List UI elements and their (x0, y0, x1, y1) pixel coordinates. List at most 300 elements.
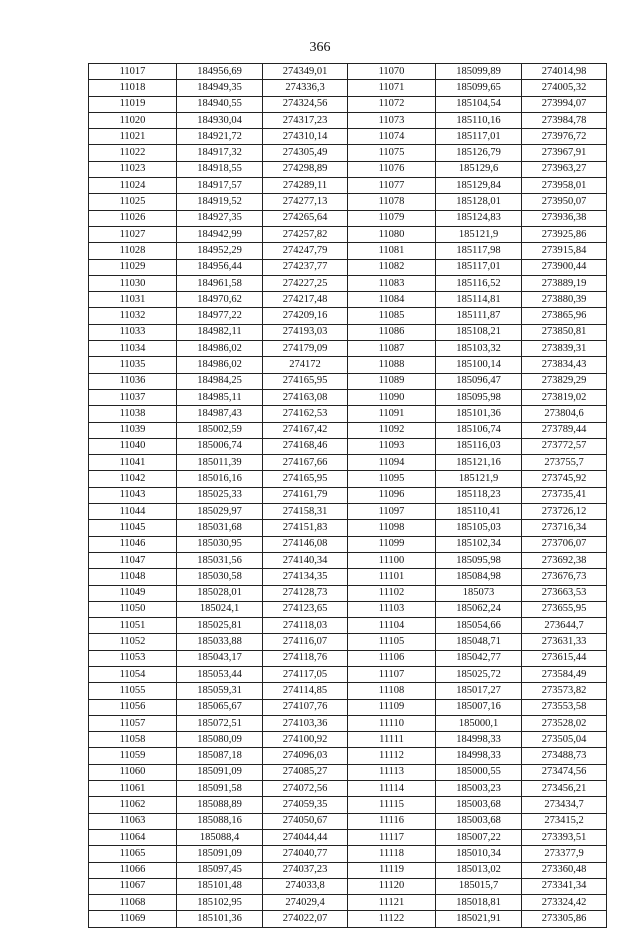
y-coord-left-cell: 274227,25 (263, 275, 348, 291)
table-row (89, 666, 607, 682)
y-coord-left-cell: 274059,35 (263, 797, 348, 813)
x-coord-right-cell: 185007,22 (436, 829, 522, 845)
y-coord-right-cell: 273819,02 (522, 389, 607, 405)
table-row (89, 536, 607, 552)
point-id-left-cell: 11068 (89, 895, 177, 911)
x-coord-left-cell: 185031,56 (177, 552, 263, 568)
table-row (89, 145, 607, 161)
point-id-left-cell: 11039 (89, 422, 177, 438)
point-id-right-cell: 11112 (348, 748, 436, 764)
table-row (89, 341, 607, 357)
table-row (89, 422, 607, 438)
page-number: 366 (309, 40, 331, 55)
y-coord-right-cell: 273950,07 (522, 194, 607, 210)
y-coord-right-cell: 273804,6 (522, 406, 607, 422)
point-id-right-cell: 11118 (348, 846, 436, 862)
point-id-right-cell: 11076 (348, 161, 436, 177)
point-id-right-cell: 11091 (348, 406, 436, 422)
y-coord-right-cell: 273850,81 (522, 324, 607, 340)
coordinates-table (88, 63, 607, 928)
x-coord-right-cell: 185095,98 (436, 389, 522, 405)
x-coord-left-cell: 184961,58 (177, 275, 263, 291)
x-coord-right-cell: 185117,98 (436, 243, 522, 259)
table-row (89, 324, 607, 340)
point-id-left-cell: 11045 (89, 520, 177, 536)
x-coord-right-cell: 185121,9 (436, 471, 522, 487)
point-id-left-cell: 11049 (89, 585, 177, 601)
x-coord-right-cell: 185015,7 (436, 878, 522, 894)
table-row (89, 194, 607, 210)
x-coord-right-cell: 185099,89 (436, 64, 522, 80)
x-coord-right-cell: 185116,03 (436, 438, 522, 454)
point-id-right-cell: 11074 (348, 129, 436, 145)
y-coord-right-cell: 273880,39 (522, 292, 607, 308)
x-coord-left-cell: 185043,17 (177, 650, 263, 666)
table-row (89, 226, 607, 242)
table-row (89, 813, 607, 829)
x-coord-right-cell: 185117,01 (436, 129, 522, 145)
x-coord-left-cell: 184956,44 (177, 259, 263, 275)
y-coord-right-cell: 273644,7 (522, 618, 607, 634)
point-id-right-cell: 11100 (348, 552, 436, 568)
table-row (89, 389, 607, 405)
y-coord-left-cell: 274265,64 (263, 210, 348, 226)
x-coord-right-cell: 185110,16 (436, 112, 522, 128)
x-coord-left-cell: 184986,02 (177, 357, 263, 373)
point-id-right-cell: 11119 (348, 862, 436, 878)
y-coord-right-cell: 273456,21 (522, 781, 607, 797)
point-id-right-cell: 11094 (348, 455, 436, 471)
point-id-right-cell: 11093 (348, 438, 436, 454)
point-id-right-cell: 11087 (348, 341, 436, 357)
point-id-right-cell: 11084 (348, 292, 436, 308)
point-id-right-cell: 11111 (348, 732, 436, 748)
table-row (89, 96, 607, 112)
point-id-left-cell: 11025 (89, 194, 177, 210)
y-coord-left-cell: 274349,01 (263, 64, 348, 80)
y-coord-left-cell: 274114,85 (263, 683, 348, 699)
y-coord-left-cell: 274172 (263, 357, 348, 373)
point-id-right-cell: 11070 (348, 64, 436, 80)
x-coord-right-cell: 185101,36 (436, 406, 522, 422)
table-row (89, 471, 607, 487)
table-row (89, 112, 607, 128)
x-coord-right-cell: 185116,52 (436, 275, 522, 291)
y-coord-right-cell: 273834,43 (522, 357, 607, 373)
y-coord-left-cell: 274289,11 (263, 178, 348, 194)
y-coord-left-cell: 274324,56 (263, 96, 348, 112)
x-coord-left-cell: 184940,55 (177, 96, 263, 112)
x-coord-right-cell: 184998,33 (436, 732, 522, 748)
y-coord-left-cell: 274096,03 (263, 748, 348, 764)
table-row (89, 243, 607, 259)
x-coord-right-cell: 185003,68 (436, 797, 522, 813)
x-coord-right-cell: 185095,98 (436, 552, 522, 568)
y-coord-right-cell: 273615,44 (522, 650, 607, 666)
x-coord-left-cell: 185031,68 (177, 520, 263, 536)
x-coord-left-cell: 185097,45 (177, 862, 263, 878)
x-coord-right-cell: 185013,02 (436, 862, 522, 878)
table-row (89, 455, 607, 471)
point-id-right-cell: 11079 (348, 210, 436, 226)
y-coord-right-cell: 273655,95 (522, 601, 607, 617)
point-id-right-cell: 11078 (348, 194, 436, 210)
x-coord-left-cell: 185102,95 (177, 895, 263, 911)
x-coord-left-cell: 184977,22 (177, 308, 263, 324)
point-id-right-cell: 11080 (348, 226, 436, 242)
point-id-left-cell: 11057 (89, 715, 177, 731)
point-id-left-cell: 11044 (89, 504, 177, 520)
table-row (89, 846, 607, 862)
point-id-left-cell: 11052 (89, 634, 177, 650)
x-coord-right-cell: 185100,14 (436, 357, 522, 373)
x-coord-left-cell: 185065,67 (177, 699, 263, 715)
point-id-left-cell: 11031 (89, 292, 177, 308)
x-coord-right-cell: 185102,34 (436, 536, 522, 552)
y-coord-left-cell: 274118,03 (263, 618, 348, 634)
point-id-left-cell: 11055 (89, 683, 177, 699)
y-coord-right-cell: 273755,7 (522, 455, 607, 471)
point-id-left-cell: 11026 (89, 210, 177, 226)
y-coord-left-cell: 274040,77 (263, 846, 348, 862)
x-coord-left-cell: 184952,29 (177, 243, 263, 259)
x-coord-right-cell: 185003,23 (436, 781, 522, 797)
y-coord-right-cell: 273726,12 (522, 504, 607, 520)
y-coord-right-cell: 273305,86 (522, 911, 607, 927)
y-coord-left-cell: 274128,73 (263, 585, 348, 601)
y-coord-right-cell: 273958,01 (522, 178, 607, 194)
point-id-left-cell: 11037 (89, 389, 177, 405)
point-id-left-cell: 11023 (89, 161, 177, 177)
y-coord-right-cell: 273735,41 (522, 487, 607, 503)
table-row (89, 634, 607, 650)
x-coord-left-cell: 185091,09 (177, 764, 263, 780)
point-id-right-cell: 11073 (348, 112, 436, 128)
table-row (89, 862, 607, 878)
point-id-right-cell: 11114 (348, 781, 436, 797)
x-coord-right-cell: 185000,1 (436, 715, 522, 731)
table-row (89, 259, 607, 275)
x-coord-right-cell: 185121,16 (436, 455, 522, 471)
table-row (89, 178, 607, 194)
x-coord-left-cell: 185011,39 (177, 455, 263, 471)
table-row (89, 878, 607, 894)
y-coord-left-cell: 274237,77 (263, 259, 348, 275)
y-coord-left-cell: 274037,23 (263, 862, 348, 878)
x-coord-right-cell: 185054,66 (436, 618, 522, 634)
x-coord-right-cell: 184998,33 (436, 748, 522, 764)
x-coord-left-cell: 185029,97 (177, 504, 263, 520)
x-coord-right-cell: 185104,54 (436, 96, 522, 112)
point-id-left-cell: 11062 (89, 797, 177, 813)
point-id-left-cell: 11051 (89, 618, 177, 634)
x-coord-right-cell: 185110,41 (436, 504, 522, 520)
point-id-left-cell: 11061 (89, 781, 177, 797)
y-coord-left-cell: 274100,92 (263, 732, 348, 748)
point-id-left-cell: 11028 (89, 243, 177, 259)
y-coord-left-cell: 274167,66 (263, 455, 348, 471)
y-coord-left-cell: 274277,13 (263, 194, 348, 210)
point-id-left-cell: 11050 (89, 601, 177, 617)
x-coord-right-cell: 185048,71 (436, 634, 522, 650)
y-coord-left-cell: 274257,82 (263, 226, 348, 242)
y-coord-left-cell: 274298,89 (263, 161, 348, 177)
x-coord-left-cell: 185059,31 (177, 683, 263, 699)
table-row (89, 520, 607, 536)
x-coord-right-cell: 185096,47 (436, 373, 522, 389)
point-id-left-cell: 11030 (89, 275, 177, 291)
x-coord-left-cell: 184930,04 (177, 112, 263, 128)
point-id-left-cell: 11058 (89, 732, 177, 748)
x-coord-left-cell: 184987,43 (177, 406, 263, 422)
table-row (89, 764, 607, 780)
table-row (89, 618, 607, 634)
point-id-right-cell: 11103 (348, 601, 436, 617)
point-id-right-cell: 11101 (348, 569, 436, 585)
point-id-left-cell: 11053 (89, 650, 177, 666)
point-id-left-cell: 11041 (89, 455, 177, 471)
x-coord-right-cell: 185025,72 (436, 666, 522, 682)
y-coord-right-cell: 273528,02 (522, 715, 607, 731)
y-coord-right-cell: 273692,38 (522, 552, 607, 568)
x-coord-right-cell: 185021,91 (436, 911, 522, 927)
x-coord-left-cell: 185087,18 (177, 748, 263, 764)
point-id-right-cell: 11098 (348, 520, 436, 536)
point-id-left-cell: 11033 (89, 324, 177, 340)
x-coord-right-cell: 185003,68 (436, 813, 522, 829)
x-coord-right-cell: 185121,9 (436, 226, 522, 242)
x-coord-right-cell: 185062,24 (436, 601, 522, 617)
y-coord-left-cell: 274123,65 (263, 601, 348, 617)
y-coord-left-cell: 274140,34 (263, 552, 348, 568)
x-coord-left-cell: 184919,52 (177, 194, 263, 210)
y-coord-right-cell: 273984,78 (522, 112, 607, 128)
x-coord-left-cell: 184921,72 (177, 129, 263, 145)
y-coord-right-cell: 273393,51 (522, 829, 607, 845)
x-coord-left-cell: 185002,59 (177, 422, 263, 438)
point-id-left-cell: 11019 (89, 96, 177, 112)
y-coord-right-cell: 273706,07 (522, 536, 607, 552)
x-coord-right-cell: 185007,16 (436, 699, 522, 715)
point-id-right-cell: 11104 (348, 618, 436, 634)
x-coord-left-cell: 184982,11 (177, 324, 263, 340)
x-coord-left-cell: 185053,44 (177, 666, 263, 682)
point-id-left-cell: 11040 (89, 438, 177, 454)
y-coord-left-cell: 274179,09 (263, 341, 348, 357)
y-coord-right-cell: 273865,96 (522, 308, 607, 324)
point-id-right-cell: 11113 (348, 764, 436, 780)
table-row (89, 357, 607, 373)
point-id-left-cell: 11065 (89, 846, 177, 862)
x-coord-left-cell: 185101,36 (177, 911, 263, 927)
point-id-right-cell: 11089 (348, 373, 436, 389)
y-coord-right-cell: 273900,44 (522, 259, 607, 275)
y-coord-left-cell: 274162,53 (263, 406, 348, 422)
x-coord-right-cell: 185111,87 (436, 308, 522, 324)
y-coord-right-cell: 273676,73 (522, 569, 607, 585)
x-coord-right-cell: 185000,55 (436, 764, 522, 780)
point-id-right-cell: 11088 (348, 357, 436, 373)
y-coord-left-cell: 274168,46 (263, 438, 348, 454)
y-coord-left-cell: 274165,95 (263, 471, 348, 487)
x-coord-right-cell: 185073 (436, 585, 522, 601)
y-coord-left-cell: 274033,8 (263, 878, 348, 894)
point-id-left-cell: 11038 (89, 406, 177, 422)
x-coord-left-cell: 184970,62 (177, 292, 263, 308)
x-coord-right-cell: 185129,84 (436, 178, 522, 194)
point-id-right-cell: 11117 (348, 829, 436, 845)
point-id-left-cell: 11069 (89, 911, 177, 927)
y-coord-left-cell: 274158,31 (263, 504, 348, 520)
point-id-left-cell: 11018 (89, 80, 177, 96)
y-coord-right-cell: 273994,07 (522, 96, 607, 112)
y-coord-right-cell: 273434,7 (522, 797, 607, 813)
point-id-left-cell: 11063 (89, 813, 177, 829)
x-coord-left-cell: 185080,09 (177, 732, 263, 748)
y-coord-left-cell: 274317,23 (263, 112, 348, 128)
y-coord-left-cell: 274247,79 (263, 243, 348, 259)
point-id-left-cell: 11035 (89, 357, 177, 373)
table-row (89, 552, 607, 568)
x-coord-left-cell: 185030,95 (177, 536, 263, 552)
x-coord-right-cell: 185129,6 (436, 161, 522, 177)
y-coord-right-cell: 273360,48 (522, 862, 607, 878)
point-id-right-cell: 11109 (348, 699, 436, 715)
x-coord-left-cell: 184927,35 (177, 210, 263, 226)
y-coord-right-cell: 273889,19 (522, 275, 607, 291)
y-coord-right-cell: 273415,2 (522, 813, 607, 829)
y-coord-right-cell: 273963,27 (522, 161, 607, 177)
point-id-right-cell: 11090 (348, 389, 436, 405)
x-coord-right-cell: 185117,01 (436, 259, 522, 275)
table-row (89, 732, 607, 748)
table-row (89, 748, 607, 764)
point-id-right-cell: 11107 (348, 666, 436, 682)
y-coord-left-cell: 274163,08 (263, 389, 348, 405)
y-coord-left-cell: 274310,14 (263, 129, 348, 145)
point-id-right-cell: 11095 (348, 471, 436, 487)
point-id-right-cell: 11083 (348, 275, 436, 291)
x-coord-left-cell: 185033,88 (177, 634, 263, 650)
y-coord-left-cell: 274146,08 (263, 536, 348, 552)
table-row (89, 64, 607, 80)
point-id-right-cell: 11075 (348, 145, 436, 161)
point-id-left-cell: 11021 (89, 129, 177, 145)
point-id-right-cell: 11110 (348, 715, 436, 731)
y-coord-right-cell: 273324,42 (522, 895, 607, 911)
table-row (89, 699, 607, 715)
point-id-left-cell: 11042 (89, 471, 177, 487)
y-coord-right-cell: 273745,92 (522, 471, 607, 487)
table-row (89, 275, 607, 291)
point-id-right-cell: 11086 (348, 324, 436, 340)
point-id-left-cell: 11027 (89, 226, 177, 242)
y-coord-left-cell: 274217,48 (263, 292, 348, 308)
x-coord-right-cell: 185114,81 (436, 292, 522, 308)
table-row (89, 895, 607, 911)
point-id-left-cell: 11054 (89, 666, 177, 682)
x-coord-left-cell: 185025,33 (177, 487, 263, 503)
y-coord-left-cell: 274305,49 (263, 145, 348, 161)
x-coord-left-cell: 184917,32 (177, 145, 263, 161)
point-id-left-cell: 11034 (89, 341, 177, 357)
y-coord-left-cell: 274151,83 (263, 520, 348, 536)
table-row (89, 781, 607, 797)
y-coord-right-cell: 273341,34 (522, 878, 607, 894)
x-coord-left-cell: 184986,02 (177, 341, 263, 357)
x-coord-left-cell: 185088,4 (177, 829, 263, 845)
y-coord-left-cell: 274029,4 (263, 895, 348, 911)
x-coord-right-cell: 185105,03 (436, 520, 522, 536)
x-coord-left-cell: 185016,16 (177, 471, 263, 487)
y-coord-left-cell: 274336,3 (263, 80, 348, 96)
x-coord-left-cell: 184918,55 (177, 161, 263, 177)
point-id-left-cell: 11046 (89, 536, 177, 552)
y-coord-right-cell: 273663,53 (522, 585, 607, 601)
point-id-right-cell: 11115 (348, 797, 436, 813)
coordinates-table-body (89, 64, 607, 928)
y-coord-left-cell: 274209,16 (263, 308, 348, 324)
y-coord-right-cell: 273925,86 (522, 226, 607, 242)
x-coord-right-cell: 185010,34 (436, 846, 522, 862)
point-id-right-cell: 11081 (348, 243, 436, 259)
x-coord-right-cell: 185103,32 (436, 341, 522, 357)
table-row (89, 438, 607, 454)
point-id-right-cell: 11116 (348, 813, 436, 829)
point-id-left-cell: 11066 (89, 862, 177, 878)
table-row (89, 504, 607, 520)
y-coord-right-cell: 273936,38 (522, 210, 607, 226)
y-coord-right-cell: 273976,72 (522, 129, 607, 145)
y-coord-left-cell: 274116,07 (263, 634, 348, 650)
x-coord-left-cell: 184949,35 (177, 80, 263, 96)
x-coord-left-cell: 184956,69 (177, 64, 263, 80)
y-coord-right-cell: 273915,84 (522, 243, 607, 259)
y-coord-left-cell: 274085,27 (263, 764, 348, 780)
table-row (89, 406, 607, 422)
y-coord-left-cell: 274072,56 (263, 781, 348, 797)
point-id-right-cell: 11097 (348, 504, 436, 520)
x-coord-right-cell: 185042,77 (436, 650, 522, 666)
table-row (89, 487, 607, 503)
y-coord-right-cell: 273967,91 (522, 145, 607, 161)
x-coord-left-cell: 185028,01 (177, 585, 263, 601)
point-id-left-cell: 11024 (89, 178, 177, 194)
y-coord-right-cell: 273716,34 (522, 520, 607, 536)
x-coord-right-cell: 185128,01 (436, 194, 522, 210)
point-id-right-cell: 11105 (348, 634, 436, 650)
y-coord-right-cell: 273573,82 (522, 683, 607, 699)
x-coord-left-cell: 185091,58 (177, 781, 263, 797)
point-id-left-cell: 11048 (89, 569, 177, 585)
y-coord-left-cell: 274161,79 (263, 487, 348, 503)
table-row (89, 308, 607, 324)
y-coord-left-cell: 274044,44 (263, 829, 348, 845)
y-coord-right-cell: 273488,73 (522, 748, 607, 764)
x-coord-left-cell: 184942,99 (177, 226, 263, 242)
y-coord-right-cell: 273505,04 (522, 732, 607, 748)
x-coord-left-cell: 185088,16 (177, 813, 263, 829)
point-id-right-cell: 11108 (348, 683, 436, 699)
x-coord-right-cell: 185108,21 (436, 324, 522, 340)
y-coord-left-cell: 274193,03 (263, 324, 348, 340)
table-row (89, 373, 607, 389)
point-id-right-cell: 11082 (348, 259, 436, 275)
point-id-right-cell: 11122 (348, 911, 436, 927)
point-id-right-cell: 11092 (348, 422, 436, 438)
y-coord-left-cell: 274050,67 (263, 813, 348, 829)
point-id-left-cell: 11029 (89, 259, 177, 275)
